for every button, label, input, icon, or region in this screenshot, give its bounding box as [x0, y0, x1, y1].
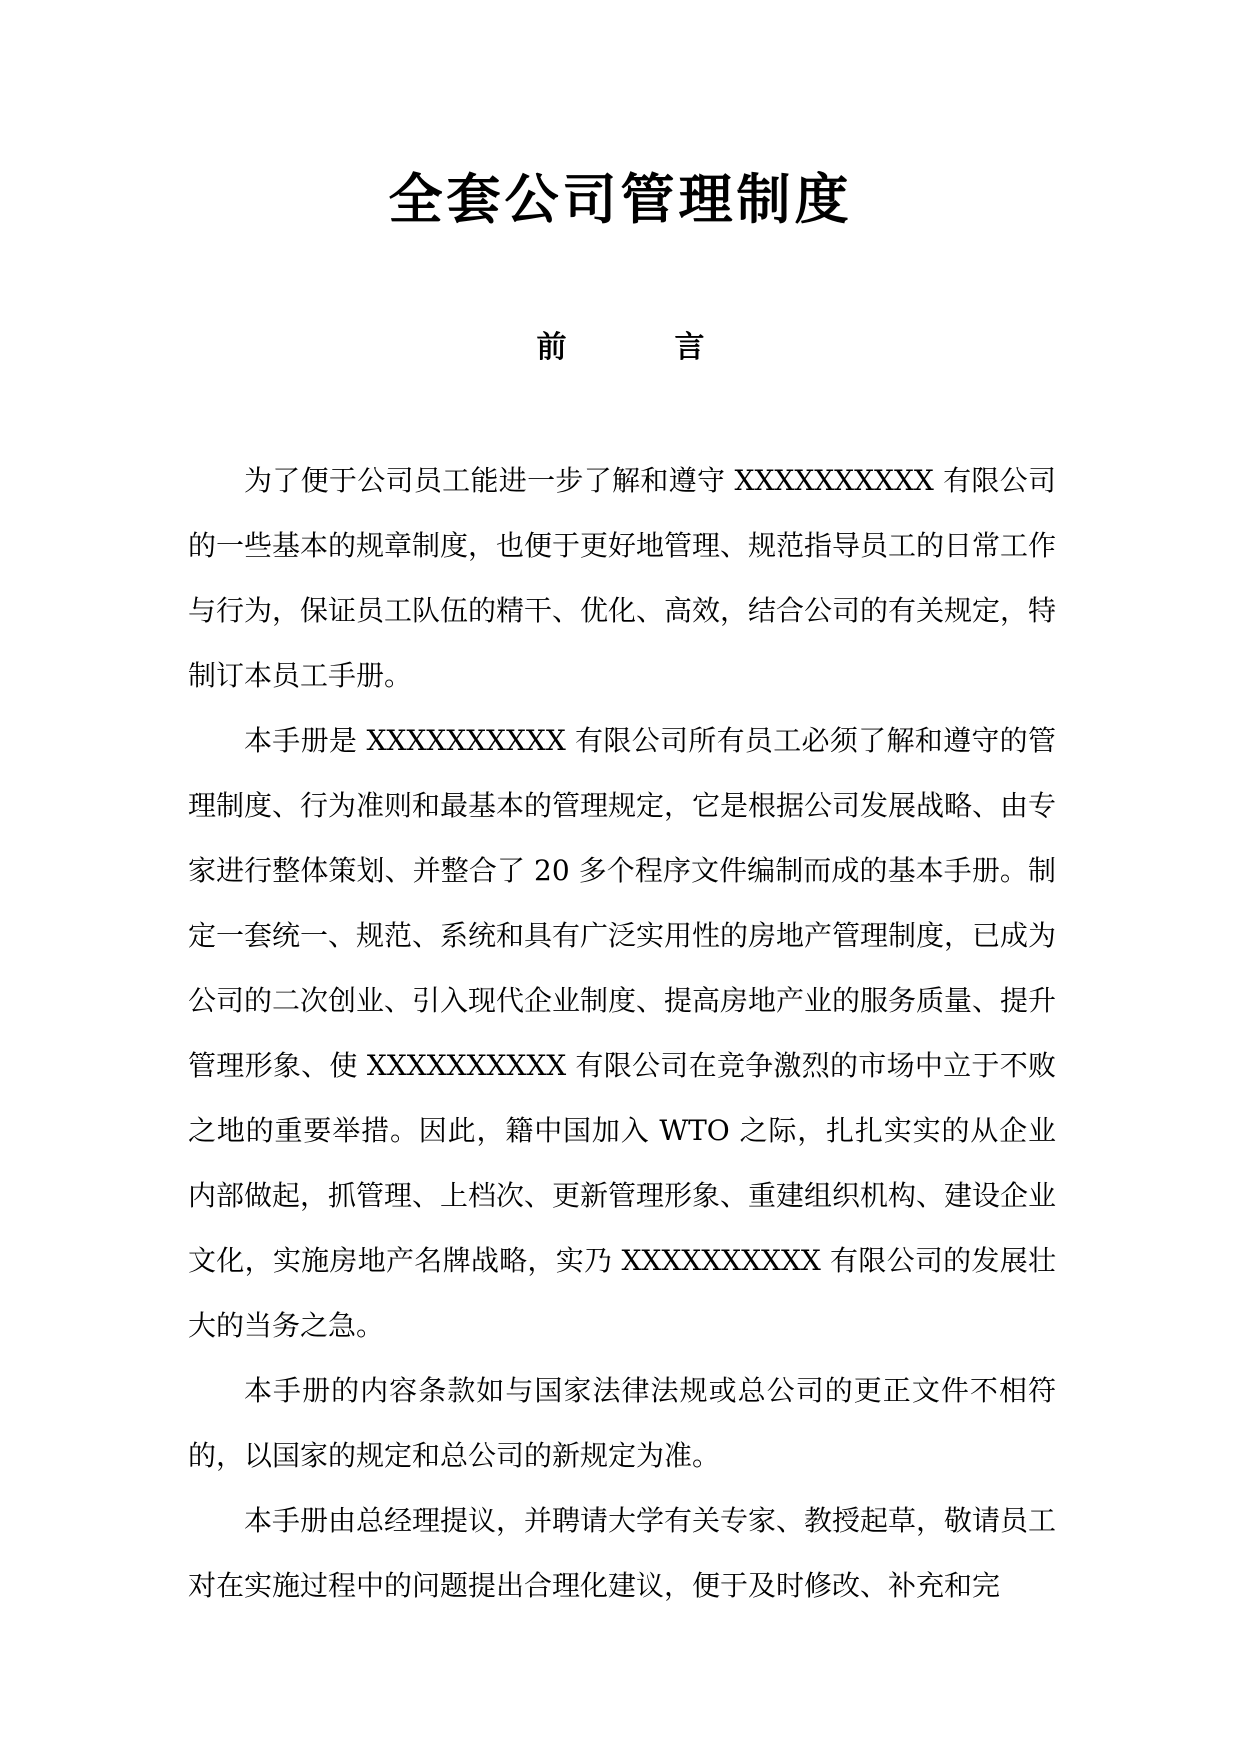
document-title: 全套公司管理制度	[388, 168, 853, 231]
section-heading-char-2: 言	[674, 330, 705, 365]
section-heading-preface	[0, 328, 1241, 368]
section-heading-char-1: 前	[536, 330, 567, 365]
paragraph-4: 本手册由总经理提议，并聘请大学有关专家、教授起草，敬请员工对在实施过程中的问题提出合理化建议，便于及时修改、补充和完	[188, 1504, 1057, 1602]
paragraph-3: 本手册的内容条款如与国家法律法规或总公司的更正文件不相符的，以国家的规定和总公司的新规定为准。	[188, 1374, 1056, 1472]
paragraph-1: 为了便于公司员工能进一步了解和遵守 XXXXXXXXXX 有限公司的一些基本的规章制度，也便于更好地管理、规范指导员工的日常工作与行为，保证员工队伍的精干、优化、高效，结合公司的有关规定，特制订本员工手册。	[188, 464, 1057, 692]
preface-body	[188, 448, 1056, 1618]
paragraph-2: 本手册是 XXXXXXXXXX 有限公司所有员工必须了解和遵守的管理制度、行为准则和最基本的管理规定，它是根据公司发展战略、由专家进行整体策划、并整合了 20 多个程序文件编制而成的基本手册。制定一套统一、规范、系统和具有广泛实用性的房地产管理制度，已成为公司的二次创业、引入现代企业制度、提高房地产业的服务质量、提升管理形象、使 XXXXXXXXXX 有限公司在竞争激烈的市场中立于不败之地的重要举措。因此，籍中国加入 WTO 之际，扎扎实实的从企业内部做起，抓管理、上档次、更新管理形象、重建组织机构、建设企业文化，实施房地产名牌战略，实乃 XXXXXXXXXX 有限公司的发展壮大的当务之急。	[188, 724, 1057, 1342]
